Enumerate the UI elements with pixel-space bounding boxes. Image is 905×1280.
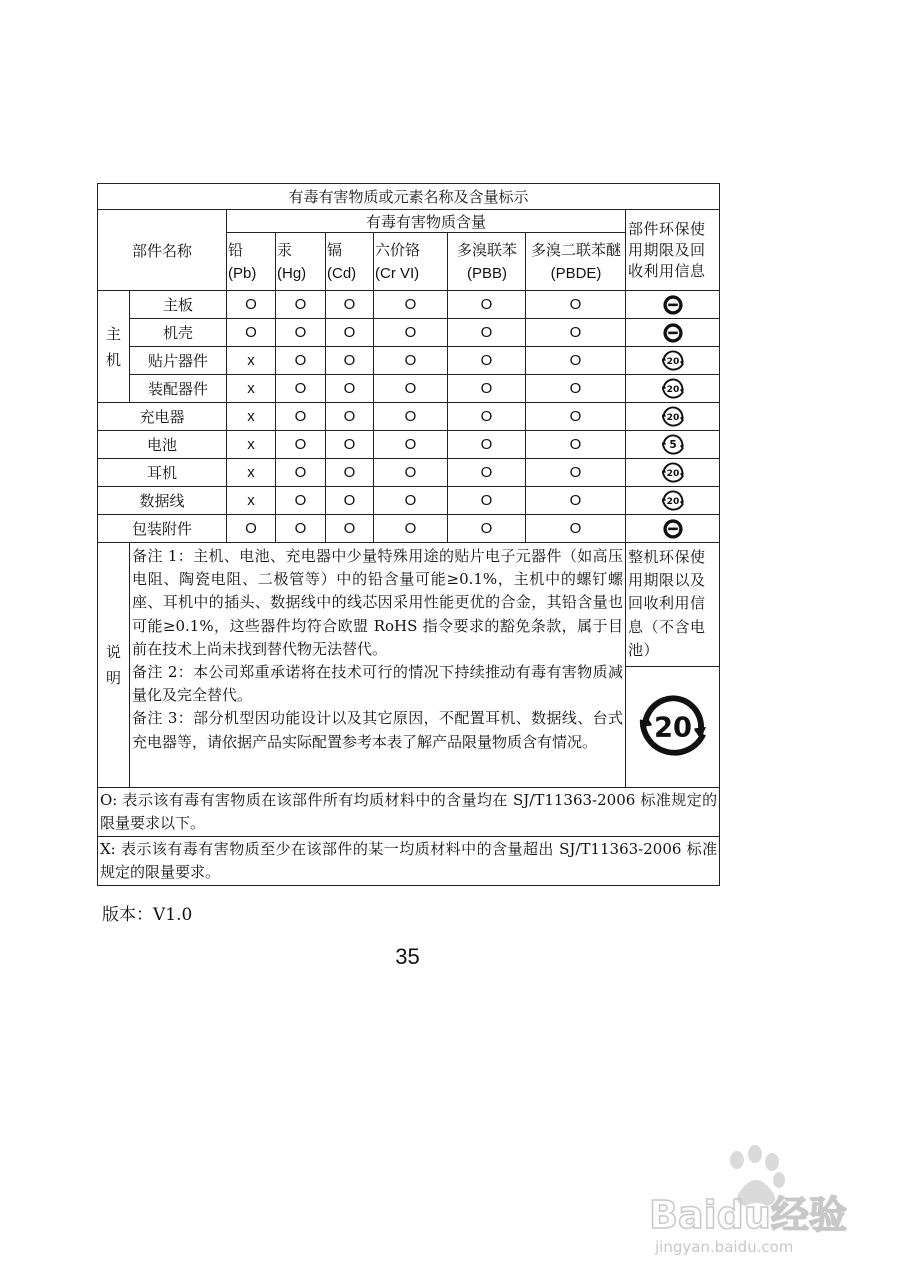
content-header: 有毒有害物质含量 [227,210,626,233]
svg-text:20: 20 [653,712,692,744]
substance-mark-cell: O [448,375,526,403]
table-row [98,319,720,347]
substance-mark-cell: O [374,459,448,487]
substance-mark-cell: O [526,319,626,347]
substance-header [374,233,448,291]
period-icon-cell [626,487,720,515]
substance-mark-cell: O [526,459,626,487]
substance-mark-cell: x [227,347,276,375]
substance-name: 六价铬 [375,240,421,259]
recycle-e-icon [661,517,685,541]
period-icon-cell [626,431,720,459]
note-paragraph: 备注 2：本公司郑重承诺将在技术可行的情况下持续推动有毒有害物质减量化及完全替代。 [132,663,623,705]
watermark-brand: Baidu经验 [649,1193,847,1237]
period-icon-cell [626,515,720,543]
substance-mark-cell: O [448,459,526,487]
svg-text:5: 5 [668,438,677,451]
svg-text:20: 20 [666,356,679,367]
substance-symbol: (PBB) [466,264,507,282]
substance-mark-cell: O [227,291,276,319]
substance-mark-cell: O [526,487,626,515]
substance-header [326,233,374,291]
substance-mark-cell: O [326,459,374,487]
table-row [98,291,720,319]
substance-mark-cell: O [276,347,326,375]
part-name-cell: 机壳 [130,319,227,347]
substance-mark-cell: O [526,291,626,319]
substance-name: 多溴二联苯醚 [530,240,621,259]
substance-mark-cell: O [326,347,374,375]
part-name-cell: 数据线 [98,487,227,515]
part-name-cell: 充电器 [98,403,227,431]
part-name-cell: 电池 [98,431,227,459]
svg-text:20: 20 [666,468,679,479]
period-icon-cell [626,403,720,431]
part-name-cell: 主板 [130,291,227,319]
substance-mark-cell: O [326,515,374,543]
epup-20-icon [661,349,685,373]
substance-mark-cell: O [374,487,448,515]
substance-mark-cell: O [374,375,448,403]
substance-mark-cell: O [526,515,626,543]
substance-mark-cell: O [276,375,326,403]
substance-mark-cell: O [227,319,276,347]
overall-cycle-icon-cell [626,667,720,788]
substance-mark-cell: O [326,375,374,403]
hazardous-substance-table [97,183,720,886]
part-name-cell: 耳机 [98,459,227,487]
substance-mark-cell: O [526,347,626,375]
substance-mark-cell: O [326,403,374,431]
baidu-jingyan-watermark [641,1140,881,1260]
svg-text:20: 20 [666,384,679,395]
substance-mark-cell: O [374,291,448,319]
substance-mark-cell: x [227,487,276,515]
substance-mark-cell: O [326,431,374,459]
watermark-url: jingyan.baidu.com [655,1238,794,1256]
table-row [98,347,720,375]
svg-text:20: 20 [666,412,679,423]
legend-x: X: 表示该有毒有害物质至少在该部件的某一均质材料中的含量超出 SJ/T11363-2006 标准规定的限量要求。 [98,837,720,886]
part-name-header: 部件名称 [98,210,227,291]
substance-name: 镉 [327,240,343,259]
substance-symbol: (Cr VI) [375,264,420,282]
substance-mark-cell: O [276,487,326,515]
substance-mark-cell: O [448,347,526,375]
period-icon-cell [626,375,720,403]
substance-mark-cell: x [227,459,276,487]
substance-symbol: (Pb) [228,264,257,282]
substance-header [227,233,276,291]
substance-mark-cell: O [276,431,326,459]
period-icon-cell [626,347,720,375]
cycle-header: 部件环保使用期限及回收利用信息 [626,210,720,291]
notes-label [98,543,130,788]
page-number: 35 [395,944,420,969]
period-icon-cell [626,459,720,487]
substance-mark-cell: O [374,319,448,347]
substance-mark-cell: x [227,403,276,431]
substance-mark-cell: O [326,487,374,515]
substance-header [448,233,526,291]
table-row [98,375,720,403]
table-title: 有毒有害物质或元素名称及含量标示 [98,184,720,210]
version-label: 版本：V1.0 [102,905,193,925]
substance-mark-cell: O [276,459,326,487]
recycle-e-icon [661,293,685,317]
substance-mark-cell: O [526,403,626,431]
table-row [98,431,720,459]
substance-mark-cell: O [374,403,448,431]
notes-cell [130,543,626,788]
period-icon-cell [626,291,720,319]
table-row [98,459,720,487]
epup-20-icon [661,377,685,401]
period-icon-cell [626,319,720,347]
substance-mark-cell: O [448,291,526,319]
substance-mark-cell: O [276,291,326,319]
overall-cycle-text: 整机环保使用期限以及回收利用信息（不含电池） [626,543,720,667]
substance-mark-cell: O [448,487,526,515]
epup-20-icon [661,405,685,429]
part-name-cell: 贴片器件 [130,347,227,375]
substance-mark-cell: O [276,515,326,543]
legend-o: O: 表示该有毒有害物质在该部件所有均质材料中的含量均在 SJ/T11363-2006 标准规定的限量要求以下。 [98,788,720,837]
host-group-label [98,291,130,403]
epup-20-icon [661,489,685,513]
substance-header [276,233,326,291]
substance-mark-cell: O [326,319,374,347]
substance-name: 铅 [228,240,244,259]
substance-symbol: (PBDE) [550,264,602,282]
note-paragraph: 备注 1：主机、电池、充电器中少量特殊用途的贴片电子元器件（如高压电阻、陶瓷电阻、二极管等）中的铅含量可能≥0.1%，主机中的螺钉螺座、耳机中的插头、数据线中的线芯因采用性能更优的合金，其铅含量也可能≥0.1%，这些器件均符合欧盟 RoHS 指令要求的豁免条款，属于目前在技术上尚未找到替代物无法替代。 [132,547,623,658]
epup-20-icon [661,461,685,485]
table-row [98,515,720,543]
substance-mark-cell: O [448,319,526,347]
substance-mark-cell: O [526,375,626,403]
note-paragraph: 备注 3：部分机型因功能设计以及其它原因，不配置耳机、数据线、台式充电器等，请依据产品实际配置参考本表了解产品限量物质含有情况。 [132,709,623,751]
part-name-cell: 装配器件 [130,375,227,403]
host-group-text: 主机 [105,324,121,369]
recycle-e-icon [661,321,685,345]
substance-mark-cell: O [227,515,276,543]
substance-mark-cell: O [276,319,326,347]
substance-mark-cell: O [374,347,448,375]
substance-symbol: (Hg) [277,264,307,282]
substance-name: 汞 [277,240,293,259]
substance-mark-cell: O [448,431,526,459]
table-row [98,487,720,515]
table-row [98,403,720,431]
substance-mark-cell: O [448,515,526,543]
substance-mark-cell: O [276,403,326,431]
substance-header [526,233,626,291]
substance-symbol: (Cd) [327,264,357,282]
substance-mark-cell: x [227,375,276,403]
substance-mark-cell: x [227,431,276,459]
substance-mark-cell: O [448,403,526,431]
part-name-cell: 包装附件 [98,515,227,543]
substance-mark-cell: O [326,291,374,319]
epup-20-large-icon [637,691,709,763]
notes-label-text: 说明 [105,643,121,687]
epup-5-icon [661,433,685,457]
substance-mark-cell: O [526,431,626,459]
substance-mark-cell: O [374,431,448,459]
svg-text:20: 20 [666,496,679,507]
substance-mark-cell: O [374,515,448,543]
substance-name: 多溴联苯 [456,240,517,259]
